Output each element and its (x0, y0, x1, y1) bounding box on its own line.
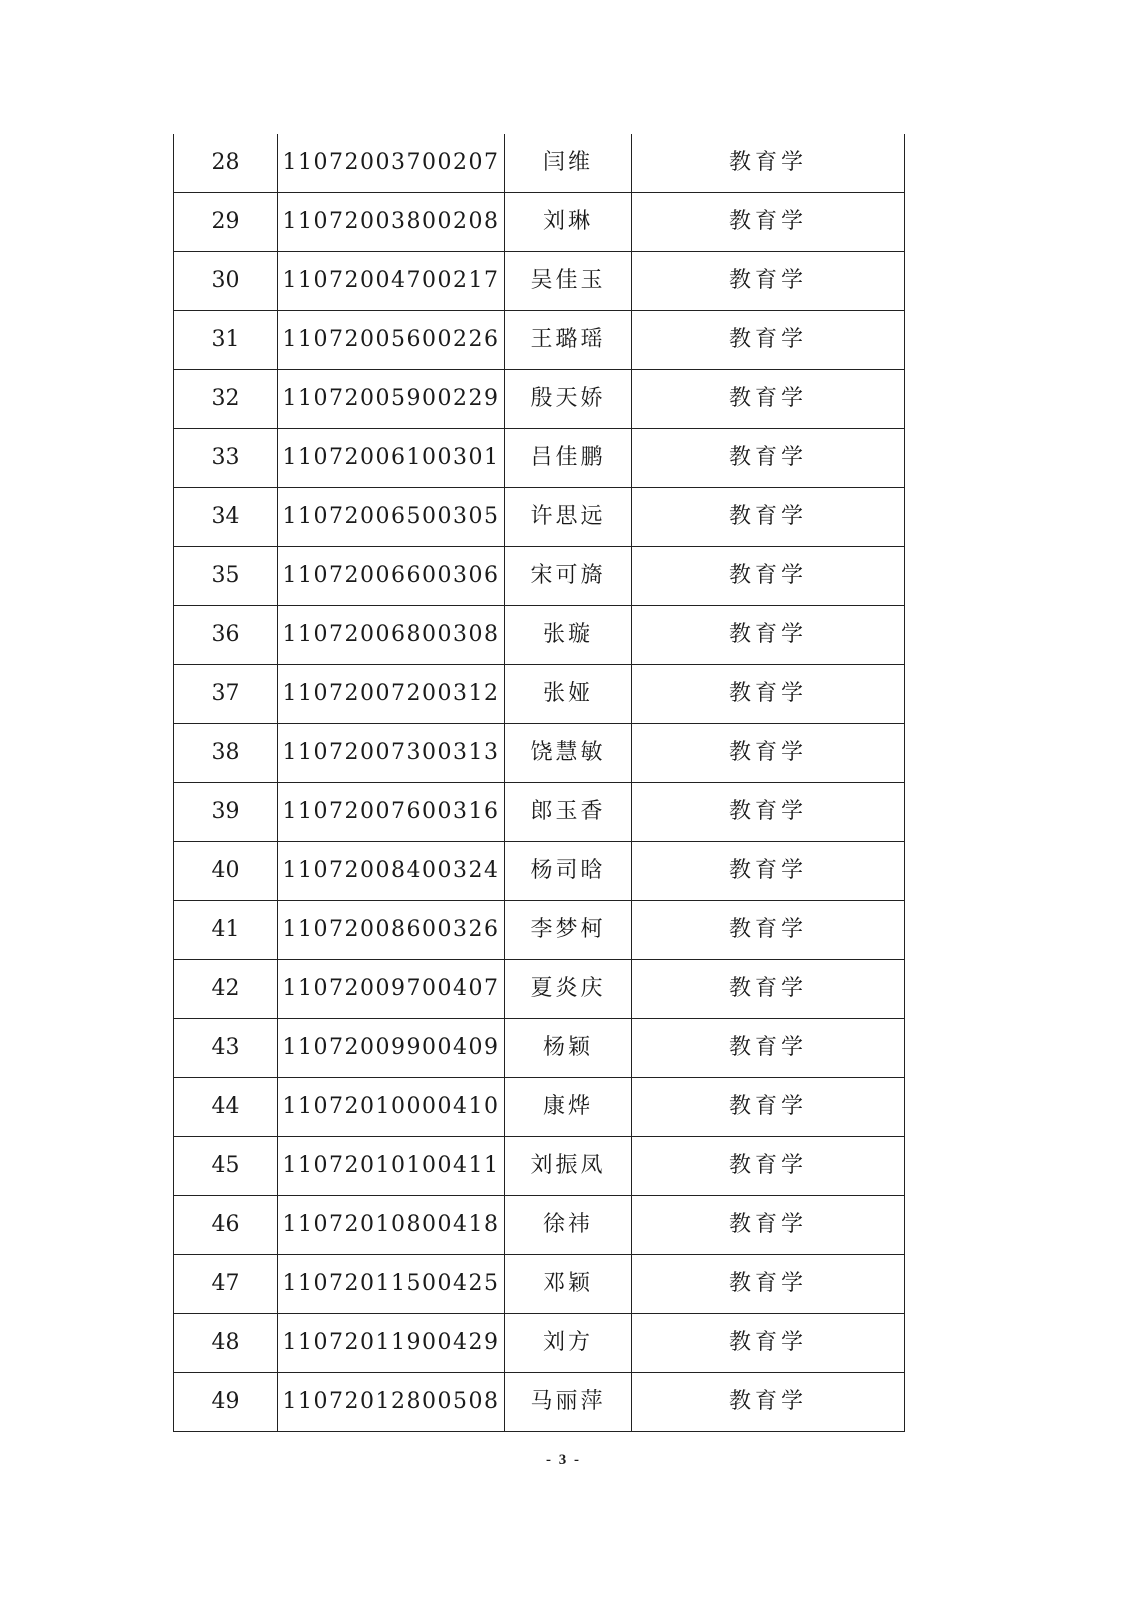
row-number: 39 (174, 783, 278, 842)
student-name: 饶慧敏 (505, 724, 632, 783)
student-name: 邓颖 (505, 1255, 632, 1314)
exam-id: 11072006600306 (278, 547, 505, 606)
exam-id: 11072007200312 (278, 665, 505, 724)
row-number: 40 (174, 842, 278, 901)
major: 教育学 (632, 1019, 905, 1078)
exam-id: 11072004700217 (278, 252, 505, 311)
student-name: 夏炎庆 (505, 960, 632, 1019)
row-number: 41 (174, 901, 278, 960)
exam-id: 11072012800508 (278, 1373, 505, 1432)
table-row (174, 488, 905, 547)
row-number: 30 (174, 252, 278, 311)
major: 教育学 (632, 665, 905, 724)
roster-table (173, 134, 905, 1432)
exam-id: 11072006800308 (278, 606, 505, 665)
row-number: 31 (174, 311, 278, 370)
row-number: 42 (174, 960, 278, 1019)
student-name: 刘方 (505, 1314, 632, 1373)
row-number: 43 (174, 1019, 278, 1078)
table-row (174, 1314, 905, 1373)
major: 教育学 (632, 901, 905, 960)
major: 教育学 (632, 783, 905, 842)
major: 教育学 (632, 960, 905, 1019)
row-number: 35 (174, 547, 278, 606)
exam-id: 11072011900429 (278, 1314, 505, 1373)
row-number: 48 (174, 1314, 278, 1373)
roster-table-body (174, 134, 905, 1432)
student-name: 康烨 (505, 1078, 632, 1137)
table-row (174, 370, 905, 429)
major: 教育学 (632, 370, 905, 429)
student-name: 马丽萍 (505, 1373, 632, 1432)
major: 教育学 (632, 134, 905, 193)
table-row (174, 1019, 905, 1078)
student-name: 殷天娇 (505, 370, 632, 429)
exam-id: 11072005600226 (278, 311, 505, 370)
table-row (174, 842, 905, 901)
major: 教育学 (632, 1196, 905, 1255)
exam-id: 11072010800418 (278, 1196, 505, 1255)
exam-id: 11072010000410 (278, 1078, 505, 1137)
major: 教育学 (632, 606, 905, 665)
major: 教育学 (632, 1255, 905, 1314)
table-row (174, 311, 905, 370)
student-name: 许思远 (505, 488, 632, 547)
table-row (174, 547, 905, 606)
major: 教育学 (632, 1137, 905, 1196)
student-name: 张娅 (505, 665, 632, 724)
row-number: 49 (174, 1373, 278, 1432)
table-row (174, 429, 905, 488)
row-number: 29 (174, 193, 278, 252)
table-row (174, 606, 905, 665)
student-name: 闫维 (505, 134, 632, 193)
major: 教育学 (632, 429, 905, 488)
student-name: 李梦柯 (505, 901, 632, 960)
exam-id: 11072006500305 (278, 488, 505, 547)
row-number: 33 (174, 429, 278, 488)
major: 教育学 (632, 193, 905, 252)
exam-id: 11072011500425 (278, 1255, 505, 1314)
student-name: 刘琳 (505, 193, 632, 252)
major: 教育学 (632, 1314, 905, 1373)
row-number: 45 (174, 1137, 278, 1196)
table-row (174, 193, 905, 252)
major: 教育学 (632, 842, 905, 901)
student-name: 吴佳玉 (505, 252, 632, 311)
row-number: 44 (174, 1078, 278, 1137)
student-name: 宋可旖 (505, 547, 632, 606)
table-row (174, 1255, 905, 1314)
exam-id: 11072007600316 (278, 783, 505, 842)
row-number: 46 (174, 1196, 278, 1255)
student-name: 郎玉香 (505, 783, 632, 842)
major: 教育学 (632, 252, 905, 311)
major: 教育学 (632, 311, 905, 370)
page-number: - 3 - (546, 1452, 581, 1468)
student-name: 张璇 (505, 606, 632, 665)
exam-id: 11072009700407 (278, 960, 505, 1019)
row-number: 37 (174, 665, 278, 724)
table-row (174, 960, 905, 1019)
table-row (174, 783, 905, 842)
major: 教育学 (632, 488, 905, 547)
major: 教育学 (632, 547, 905, 606)
table-row (174, 724, 905, 783)
row-number: 32 (174, 370, 278, 429)
major: 教育学 (632, 1078, 905, 1137)
exam-id: 11072005900229 (278, 370, 505, 429)
table-row (174, 1373, 905, 1432)
table-row (174, 1196, 905, 1255)
student-name: 刘振凤 (505, 1137, 632, 1196)
table-row (174, 1078, 905, 1137)
student-name: 吕佳鹏 (505, 429, 632, 488)
exam-id: 11072006100301 (278, 429, 505, 488)
exam-id: 11072008600326 (278, 901, 505, 960)
table-row (174, 1137, 905, 1196)
student-name: 王璐瑶 (505, 311, 632, 370)
row-number: 38 (174, 724, 278, 783)
major: 教育学 (632, 724, 905, 783)
exam-id: 11072008400324 (278, 842, 505, 901)
row-number: 28 (174, 134, 278, 193)
row-number: 47 (174, 1255, 278, 1314)
exam-id: 11072003700207 (278, 134, 505, 193)
table-row (174, 665, 905, 724)
student-name: 徐祎 (505, 1196, 632, 1255)
major: 教育学 (632, 1373, 905, 1432)
table-row (174, 134, 905, 193)
student-name: 杨颖 (505, 1019, 632, 1078)
row-number: 34 (174, 488, 278, 547)
table-row (174, 901, 905, 960)
exam-id: 11072009900409 (278, 1019, 505, 1078)
exam-id: 11072003800208 (278, 193, 505, 252)
student-name: 杨司晗 (505, 842, 632, 901)
row-number: 36 (174, 606, 278, 665)
table-row (174, 252, 905, 311)
exam-id: 11072007300313 (278, 724, 505, 783)
exam-id: 11072010100411 (278, 1137, 505, 1196)
